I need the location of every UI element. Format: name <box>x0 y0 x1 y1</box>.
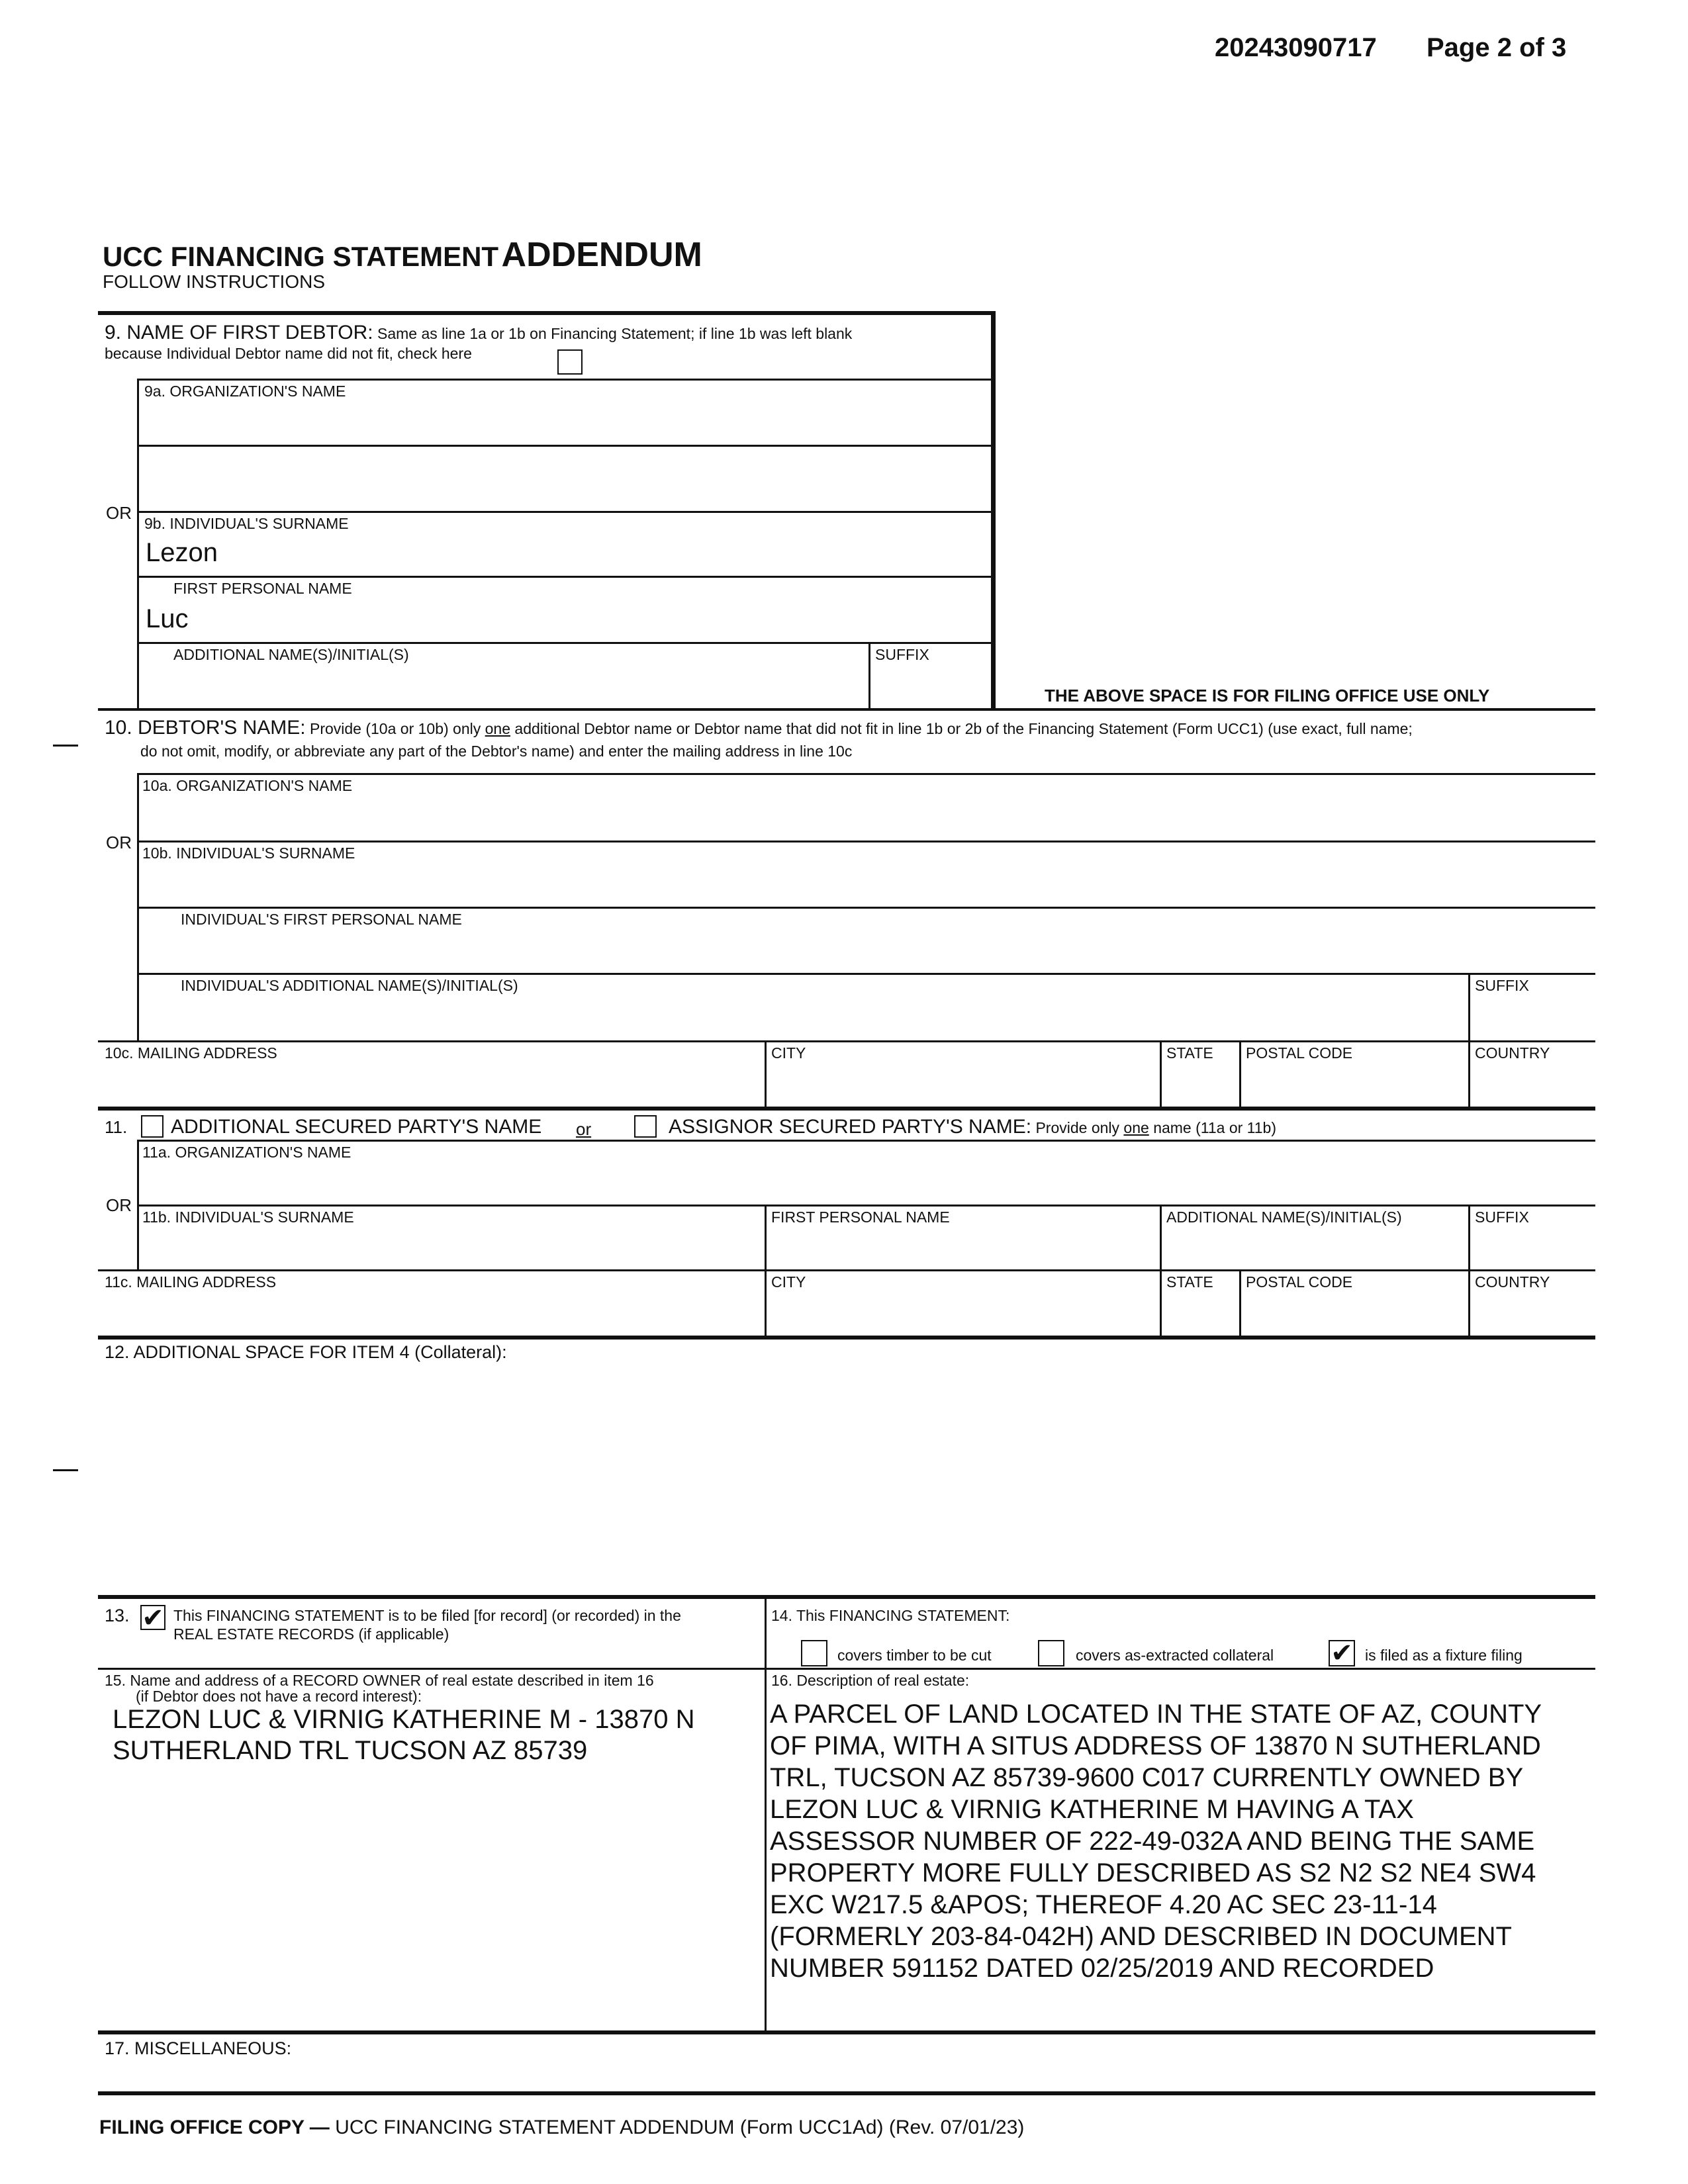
item11-desc-pre: Provide only <box>1035 1119 1120 1136</box>
item14-fixture-checkbox[interactable]: ✔ <box>1329 1640 1355 1666</box>
item14-label: 14. This FINANCING STATEMENT: <box>771 1607 1010 1624</box>
item11-desc-one: one <box>1123 1119 1149 1136</box>
item9-line-e <box>137 642 992 644</box>
item9-heading <box>105 323 852 343</box>
item10-or: OR <box>106 833 132 852</box>
item9-number: 9. NAME OF FIRST DEBTOR: <box>105 322 373 343</box>
item10-postal-label: POSTAL CODE <box>1246 1044 1353 1062</box>
item16-line[interactable]: NUMBER 591152 DATED 02/25/2019 AND RECORDED <box>770 1954 1434 1983</box>
item11-line-c <box>98 1269 1595 1271</box>
item17-label: 17. MISCELLANEOUS: <box>105 2038 292 2058</box>
item13-text2: REAL ESTATE RECORDS (if applicable) <box>173 1625 449 1643</box>
item17-top-border <box>98 2030 1595 2034</box>
item9-or: OR <box>106 503 132 523</box>
item9-first-label: FIRST PERSONAL NAME <box>173 580 352 597</box>
follow-instructions: FOLLOW INSTRUCTIONS <box>103 271 326 292</box>
item15-owner-line2[interactable]: SUTHERLAND TRL TUCSON AZ 85739 <box>113 1736 588 1765</box>
item10b-field[interactable] <box>139 864 1592 905</box>
item10-desc-one: one <box>485 720 511 737</box>
item11-state-label: STATE <box>1166 1273 1213 1291</box>
item14-fixture-label: is filed as a fixture filing <box>1365 1647 1523 1664</box>
item11-or: OR <box>106 1195 132 1215</box>
item11-assignor-heading <box>669 1117 1276 1137</box>
item9-suffix-label: SUFFIX <box>875 646 929 663</box>
item9-desc1: Same as line 1a or 1b on Financing Statement; if line 1b was left blank <box>377 325 853 342</box>
item14-timber-label: covers timber to be cut <box>837 1647 992 1664</box>
item10-line-c <box>137 907 1595 909</box>
item13-number: 13. <box>105 1606 130 1625</box>
item11-first-label: FIRST PERSONAL NAME <box>771 1208 950 1226</box>
item9-additional-label: ADDITIONAL NAME(S)/INITIAL(S) <box>173 646 409 663</box>
item9-line-d <box>137 576 992 578</box>
item10a-field[interactable] <box>139 797 1592 840</box>
item11-postal-divider <box>1239 1269 1241 1337</box>
item11-postal-label: POSTAL CODE <box>1246 1273 1353 1291</box>
item10-first-label: INDIVIDUAL'S FIRST PERSONAL NAME <box>181 911 462 928</box>
item11-line-b <box>137 1205 1595 1206</box>
item13-top-border <box>98 1595 1595 1599</box>
item14-timber-checkbox[interactable] <box>801 1640 827 1666</box>
item9b-surname[interactable]: Lezon <box>146 538 218 567</box>
item9a-label: 9a. ORGANIZATION'S NAME <box>144 383 346 400</box>
item10-postal-divider <box>1239 1040 1241 1109</box>
item13-text1: This FINANCING STATEMENT is to be filed [for record] (or recorded) in the <box>173 1607 681 1624</box>
item9-desc2: because Individual Debtor name did not fit, check here <box>105 345 472 362</box>
item11-top-border <box>98 1107 1595 1111</box>
item10-country-label: COUNTRY <box>1475 1044 1550 1062</box>
item13-checkbox[interactable]: ✔ <box>140 1605 165 1630</box>
item10-heading <box>105 718 1413 738</box>
item12-top-border <box>98 1336 1595 1340</box>
page-indicator: Page 2 of 3 <box>1427 33 1567 62</box>
item16-line[interactable]: ASSESSOR NUMBER OF 222-49-032A AND BEING THE SAME <box>770 1827 1535 1856</box>
item15-label1: 15. Name and address of a RECORD OWNER of real estate described in item 16 <box>105 1672 654 1689</box>
item15-top-border <box>98 1668 1595 1670</box>
item10-line-a <box>137 773 1595 775</box>
margin-tick-2 <box>53 1469 78 1471</box>
item9b-label: 9b. INDIVIDUAL'S SURNAME <box>144 515 349 532</box>
item11a-field[interactable] <box>139 1163 1592 1203</box>
item10-number: 10. DEBTOR'S NAME: <box>105 717 306 739</box>
item9-top-border <box>98 311 996 315</box>
item10-city-label: CITY <box>771 1044 806 1062</box>
margin-tick-1 <box>53 745 78 747</box>
item11-desc-post: name (11a or 11b) <box>1153 1119 1276 1136</box>
footer <box>99 2118 1024 2138</box>
item14-extracted-label: covers as-extracted collateral <box>1076 1647 1274 1664</box>
item13-14-divider <box>765 1595 767 2032</box>
item10-suffix-label: SUFFIX <box>1475 977 1529 994</box>
item17-bottom-border <box>98 2091 1595 2095</box>
item11b-label: 11b. INDIVIDUAL'S SURNAME <box>142 1208 354 1226</box>
item12-label: 12. ADDITIONAL SPACE FOR ITEM 4 (Collateral): <box>105 1342 507 1362</box>
item9-line-c <box>137 511 992 513</box>
item10-desc2: do not omit, modify, or abbreviate any part of the Debtor's name) and enter the mailing address in line 10c <box>140 743 853 760</box>
footer-copy-label: FILING OFFICE COPY — <box>99 2116 330 2138</box>
item10-state-divider <box>1160 1040 1162 1109</box>
item16-line[interactable]: A PARCEL OF LAND LOCATED IN THE STATE OF AZ, COUNTY <box>770 1700 1542 1729</box>
item16-line[interactable]: OF PIMA, WITH A SITUS ADDRESS OF 13870 N SUTHERLAND <box>770 1731 1541 1760</box>
item11c-label: 11c. MAILING ADDRESS <box>105 1273 277 1291</box>
item16-line[interactable]: (FORMERLY 203-84-042H) AND DESCRIBED IN DOCUMENT <box>770 1922 1512 1951</box>
item16-line[interactable]: PROPERTY MORE FULLY DESCRIBED AS S2 N2 S2 NE4 SW4 <box>770 1858 1536 1888</box>
document-number: 20243090717 <box>1215 33 1377 62</box>
footer-form-name: UCC FINANCING STATEMENT ADDENDUM (Form UCC1Ad) (Rev. 07/01/23) <box>335 2116 1025 2138</box>
item10-line-b <box>137 841 1595 842</box>
item14-extracted-checkbox[interactable] <box>1038 1640 1064 1666</box>
item11-country-label: COUNTRY <box>1475 1273 1550 1291</box>
item10c-label: 10c. MAILING ADDRESS <box>105 1044 277 1062</box>
item15-label2: (if Debtor does not have a record interest): <box>136 1688 422 1705</box>
item11-additional-name-label: ADDITIONAL NAME(S)/INITIAL(S) <box>1166 1208 1402 1226</box>
item17-field[interactable] <box>105 2062 1591 2088</box>
item11-suffix-label: SUFFIX <box>1475 1208 1529 1226</box>
item9a-field-2[interactable] <box>139 447 991 510</box>
item10-additional-label: INDIVIDUAL'S ADDITIONAL NAME(S)/INITIAL(S) <box>181 977 518 994</box>
form-title-main: UCC FINANCING STATEMENT <box>103 241 499 272</box>
item9-checkbox[interactable] <box>557 349 583 375</box>
item10-line-d <box>137 973 1595 975</box>
item10-city-divider <box>765 1040 767 1109</box>
item12-field[interactable] <box>105 1367 1591 1592</box>
item10b-label: 10b. INDIVIDUAL'S SURNAME <box>142 844 355 862</box>
item9a-field[interactable] <box>139 404 991 443</box>
item9-line-a <box>137 379 992 381</box>
filing-office-note: THE ABOVE SPACE IS FOR FILING OFFICE USE ONLY <box>1045 686 1490 705</box>
item16-label: 16. Description of real estate: <box>771 1672 970 1689</box>
item9-suffix-divider <box>868 642 870 708</box>
item10-state-label: STATE <box>1166 1044 1213 1062</box>
item11-state-divider <box>1160 1269 1162 1337</box>
item16-line[interactable]: TRL, TUCSON AZ 85739-9600 C017 CURRENTLY OWNED BY <box>770 1763 1524 1792</box>
item9-right-border <box>991 311 996 708</box>
item11-line-a <box>137 1140 1595 1142</box>
item11-additional-checkbox[interactable] <box>141 1115 164 1138</box>
form-title-emph: ADDENDUM <box>501 236 702 274</box>
item11-city-label: CITY <box>771 1273 806 1291</box>
item10a-label: 10a. ORGANIZATION'S NAME <box>142 777 353 794</box>
item16-line[interactable]: LEZON LUC & VIRNIG KATHERINE M HAVING A TAX <box>770 1795 1414 1824</box>
form-title <box>103 235 702 275</box>
item11a-label: 11a. ORGANIZATION'S NAME <box>142 1144 352 1161</box>
item11-assignor-label: ASSIGNOR SECURED PARTY'S NAME: <box>669 1116 1032 1138</box>
item16-line[interactable]: EXC W217.5 &APOS; THEREOF 4.20 AC SEC 23-11-14 <box>770 1890 1437 1919</box>
item11-additional-label: ADDITIONAL SECURED PARTY'S NAME <box>171 1116 542 1138</box>
item10-top-border <box>98 708 1595 711</box>
item11-additional-divider <box>1160 1205 1162 1271</box>
item11-assignor-checkbox[interactable] <box>634 1115 657 1138</box>
item10-desc-pre: Provide (10a or 10b) only <box>309 720 481 737</box>
item10-desc-post: additional Debtor name or Debtor name that did not fit in line 1b or 2b of the Financing Statement (Form UCC1) (use exact, full name; <box>514 720 1413 737</box>
item9-first-name[interactable]: Luc <box>146 604 189 633</box>
item11-or-text: or <box>576 1119 592 1139</box>
item10-first-field[interactable] <box>139 930 1592 971</box>
item10-line-e <box>98 1040 1595 1042</box>
item11-number: 11. <box>105 1117 128 1137</box>
item15-owner-line1[interactable]: LEZON LUC & VIRNIG KATHERINE M - 13870 N <box>113 1705 695 1734</box>
